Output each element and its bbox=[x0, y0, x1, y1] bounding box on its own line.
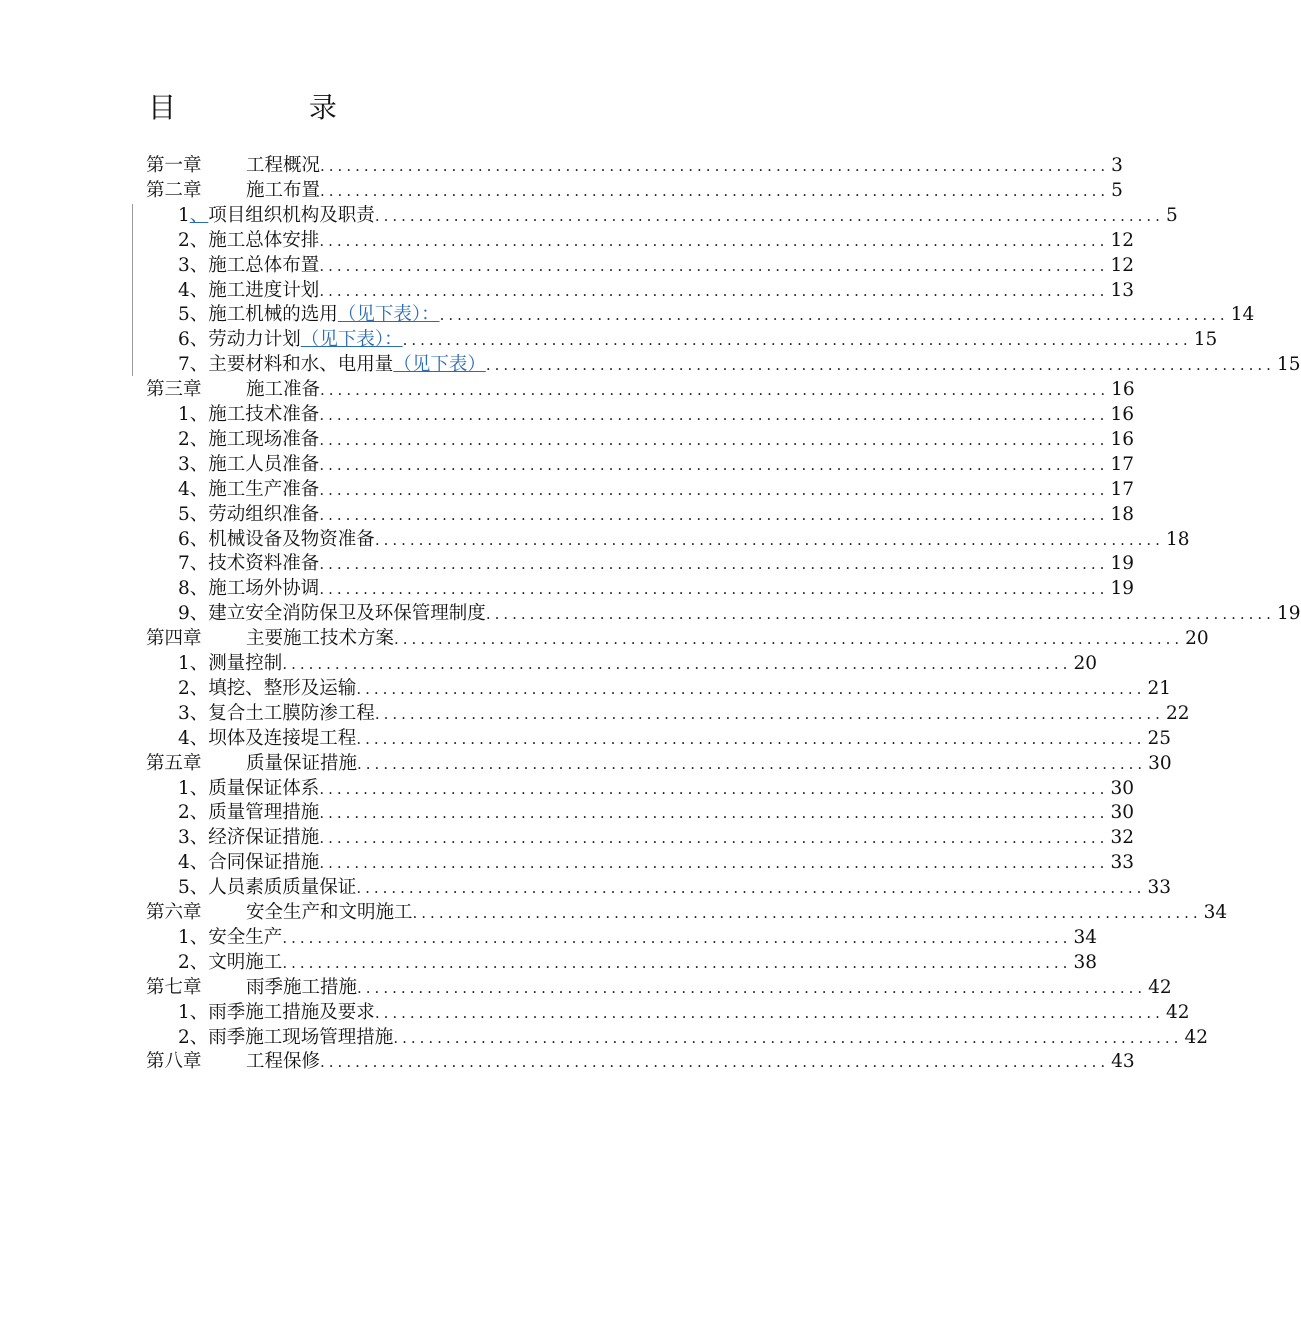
toc-section-title: 施工总体布置 bbox=[208, 254, 320, 276]
toc-chapter-title: 雨季施工措施 bbox=[246, 976, 358, 998]
toc-section-title: 劳动力计划 bbox=[208, 329, 301, 351]
toc-entry-label bbox=[178, 851, 319, 876]
toc-section-separator: 、 bbox=[189, 603, 209, 625]
toc-entry-label bbox=[146, 901, 413, 926]
toc-page-number: 32 bbox=[1110, 827, 1134, 849]
toc-entry-label bbox=[178, 1001, 375, 1026]
toc-section-number: 5 bbox=[178, 503, 190, 525]
toc-section-title: 主要材料和水、电用量 bbox=[208, 354, 394, 376]
toc-page-number: 5 bbox=[1111, 179, 1123, 201]
toc-section-separator: 、 bbox=[189, 926, 209, 948]
toc-chapter-row[interactable] bbox=[146, 154, 1123, 179]
toc-section-row[interactable] bbox=[178, 826, 1134, 851]
toc-dot-leader: .......................................................................................... bbox=[319, 779, 1109, 798]
toc-chapter-row[interactable] bbox=[146, 378, 1135, 403]
toc-entry-label bbox=[178, 303, 440, 328]
toc-chapter-title: 质量保证措施 bbox=[246, 752, 358, 774]
toc-section-row[interactable] bbox=[178, 876, 1171, 901]
toc-chapter-title: 施工布置 bbox=[246, 179, 321, 201]
toc-section-separator: 、 bbox=[189, 877, 209, 899]
toc-entry-label bbox=[146, 378, 320, 403]
toc-section-number: 1 bbox=[178, 926, 190, 948]
toc-section-number: 4 bbox=[178, 478, 190, 500]
toc-section-separator: 、 bbox=[189, 702, 209, 724]
toc-entry-label bbox=[178, 229, 319, 254]
toc-section-row[interactable] bbox=[178, 478, 1134, 503]
toc-dot-leader: .......................................................................................... bbox=[319, 580, 1109, 599]
toc-section-title: 质量保证体系 bbox=[208, 777, 320, 799]
toc-entry-label bbox=[146, 976, 357, 1001]
toc-section-separator: 、 bbox=[189, 428, 209, 450]
toc-see-below-link[interactable]: （见下表） bbox=[393, 354, 486, 376]
toc-dot-leader: .......................................................................................... bbox=[319, 281, 1109, 300]
toc-chapter-row[interactable] bbox=[146, 752, 1172, 777]
toc-section-number: 2 bbox=[178, 802, 190, 824]
toc-dot-leader: .......................................................................................... bbox=[319, 480, 1109, 499]
toc-page-number: 22 bbox=[1165, 702, 1190, 724]
toc-section-row[interactable] bbox=[178, 279, 1134, 304]
toc-section-number: 2 bbox=[178, 677, 190, 699]
toc-section-row[interactable] bbox=[178, 577, 1134, 602]
toc-section-separator: 、 bbox=[189, 951, 209, 973]
toc-dot-leader: .......................................................................................... bbox=[356, 879, 1146, 898]
toc-chapter-title: 工程保修 bbox=[246, 1051, 321, 1073]
toc-section-title: 施工总体安排 bbox=[208, 229, 320, 251]
toc-section-separator: 、 bbox=[189, 1001, 209, 1023]
toc-entry-label bbox=[146, 627, 394, 652]
toc-page-number: 42 bbox=[1184, 1026, 1208, 1048]
toc-section-number: 6 bbox=[178, 528, 190, 550]
toc-dot-leader: .......................................................................................... bbox=[374, 206, 1164, 225]
toc-section-title: 施工进度计划 bbox=[208, 279, 320, 301]
toc-chapter-number: 第六章 bbox=[146, 902, 202, 923]
toc-section-number: 3 bbox=[178, 254, 190, 276]
toc-section-number: 6 bbox=[178, 329, 190, 351]
toc-dot-leader: .......................................................................................... bbox=[320, 381, 1110, 400]
toc-entry-label bbox=[146, 154, 320, 179]
toc-section-number: 7 bbox=[178, 553, 190, 575]
toc-page-number: 15 bbox=[1276, 354, 1301, 376]
toc-entry-label bbox=[178, 279, 319, 304]
toc-section-number: 1 bbox=[178, 1001, 190, 1023]
toc-dot-leader: .......................................................................................... bbox=[394, 630, 1184, 649]
toc-section-row[interactable] bbox=[178, 503, 1134, 528]
toc-entry-label bbox=[178, 777, 319, 802]
toc-section-row[interactable] bbox=[178, 777, 1134, 802]
toc-page-number: 20 bbox=[1185, 628, 1209, 650]
toc-chapter-title: 施工准备 bbox=[246, 379, 321, 401]
toc-section-row[interactable] bbox=[178, 951, 1097, 976]
toc-section-number: 3 bbox=[178, 702, 190, 724]
toc-section-separator: 、 bbox=[189, 204, 209, 226]
toc-dot-leader: .......................................................................................... bbox=[282, 655, 1072, 673]
toc-section-title: 文明施工 bbox=[208, 951, 283, 973]
toc-entry-label bbox=[178, 428, 319, 453]
toc-entry-label bbox=[178, 254, 319, 279]
toc-chapter-row[interactable] bbox=[146, 179, 1123, 204]
toc-chapter-row[interactable] bbox=[146, 976, 1172, 1001]
toc-page-number: 33 bbox=[1147, 877, 1171, 899]
toc-page-number: 12 bbox=[1110, 229, 1134, 251]
toc-entry-label bbox=[178, 1026, 393, 1051]
toc-dot-leader: .......................................................................................... bbox=[485, 356, 1275, 375]
toc-section-row[interactable] bbox=[178, 652, 1097, 677]
toc-page-number: 12 bbox=[1110, 254, 1134, 276]
toc-dot-leader: .......................................................................................... bbox=[319, 406, 1109, 424]
toc-dot-leader: .......................................................................................... bbox=[319, 231, 1109, 250]
toc-section-title: 雨季施工措施及要求 bbox=[208, 1001, 375, 1023]
toc-entry-label bbox=[178, 403, 319, 428]
toc-page-number: 42 bbox=[1148, 976, 1172, 998]
toc-section-number: 3 bbox=[178, 453, 190, 475]
toc-section-number: 3 bbox=[178, 827, 190, 849]
toc-section-separator: 、 bbox=[189, 354, 209, 376]
revision-change-bar bbox=[132, 204, 133, 376]
toc-chapter-row[interactable] bbox=[146, 1050, 1135, 1075]
toc-entry-label bbox=[178, 677, 356, 702]
toc-section-title: 坝体及连接堤工程 bbox=[208, 727, 357, 749]
toc-section-title: 测量控制 bbox=[208, 653, 283, 674]
toc-dot-leader: .......................................................................................... bbox=[357, 754, 1147, 773]
toc-entry-label bbox=[178, 328, 403, 353]
toc-entry-label bbox=[178, 478, 319, 503]
toc-section-separator: 、 bbox=[189, 478, 209, 500]
toc-section-row[interactable] bbox=[178, 851, 1134, 876]
toc-dot-leader: .......................................................................................... bbox=[282, 928, 1072, 947]
toc-entry-label bbox=[178, 528, 375, 553]
toc-entry-label bbox=[178, 552, 319, 577]
toc-section-number: 4 bbox=[178, 852, 190, 874]
toc-section-number: 5 bbox=[178, 877, 190, 899]
toc-dot-leader: .......................................................................................... bbox=[374, 704, 1164, 723]
toc-dot-leader: .......................................................................................... bbox=[319, 430, 1109, 449]
toc-dot-leader: .......................................................................................... bbox=[357, 978, 1147, 997]
toc-section-number: 1 bbox=[178, 777, 190, 799]
toc-section-title: 施工场外协调 bbox=[208, 578, 320, 600]
toc-dot-leader: .......................................................................................... bbox=[319, 555, 1109, 574]
toc-section-row[interactable] bbox=[178, 1026, 1208, 1051]
toc-section-number: 4 bbox=[178, 727, 190, 749]
toc-chapter-number: 第五章 bbox=[146, 752, 202, 774]
toc-page-number: 5 bbox=[1165, 204, 1178, 226]
toc-section-title: 劳动组织准备 bbox=[208, 503, 320, 525]
toc-section-separator: 、 bbox=[189, 279, 209, 301]
toc-page-number: 3 bbox=[1111, 155, 1123, 176]
toc-page-number: 19 bbox=[1110, 578, 1134, 600]
toc-section-row[interactable] bbox=[178, 727, 1171, 752]
toc-page-number: 33 bbox=[1110, 852, 1134, 874]
toc-section-row[interactable] bbox=[178, 453, 1134, 478]
toc-chapter-row[interactable] bbox=[146, 901, 1228, 926]
toc-page-number: 19 bbox=[1276, 603, 1301, 625]
toc-dot-leader: .......................................................................................... bbox=[374, 1003, 1164, 1022]
toc-section-separator: 、 bbox=[189, 653, 209, 674]
toc-section-row[interactable] bbox=[178, 926, 1097, 951]
toc-section-number: 7 bbox=[178, 354, 190, 376]
toc-section-title: 填挖、整形及运输 bbox=[208, 677, 357, 699]
toc-section-row[interactable] bbox=[178, 353, 1301, 378]
toc-page-number: 38 bbox=[1073, 951, 1097, 973]
toc-section-row[interactable] bbox=[178, 677, 1171, 702]
toc-dot-leader: .......................................................................................... bbox=[356, 679, 1146, 698]
toc-entry-label bbox=[146, 179, 320, 204]
toc-entry-label bbox=[178, 577, 319, 602]
toc-chapter-number: 第七章 bbox=[146, 976, 202, 998]
toc-page-number: 17 bbox=[1110, 453, 1134, 475]
toc-chapter-title: 安全生产和文明施工 bbox=[246, 902, 413, 923]
toc-entry-label bbox=[178, 727, 356, 752]
toc-entry-label bbox=[178, 652, 282, 677]
toc-page-number: 25 bbox=[1147, 727, 1171, 749]
toc-dot-leader: .......................................................................................... bbox=[319, 455, 1109, 474]
toc-dot-leader: .......................................................................................... bbox=[412, 904, 1202, 922]
toc-section-title: 施工人员准备 bbox=[208, 453, 320, 475]
toc-page-number: 15 bbox=[1193, 329, 1218, 351]
toc-chapter-title: 工程概况 bbox=[246, 155, 321, 176]
toc-section-separator: 、 bbox=[189, 1026, 209, 1048]
toc-section-separator: 、 bbox=[189, 329, 209, 351]
toc-dot-leader: .......................................................................................... bbox=[320, 181, 1110, 200]
toc-dot-leader: .......................................................................................... bbox=[319, 804, 1109, 823]
toc-section-row[interactable] bbox=[178, 204, 1178, 229]
toc-entry-label bbox=[178, 702, 375, 727]
toc-section-separator: 、 bbox=[189, 802, 209, 824]
toc-entry-label bbox=[178, 826, 319, 851]
toc-dot-leader: .......................................................................................... bbox=[319, 505, 1109, 524]
toc-section-number: 1 bbox=[178, 404, 190, 425]
toc-page-number: 34 bbox=[1073, 926, 1097, 948]
toc-dot-leader: .......................................................................................... bbox=[282, 953, 1072, 972]
toc-section-title: 合同保证措施 bbox=[208, 852, 320, 874]
toc-section-separator: 、 bbox=[189, 254, 209, 276]
toc-section-separator: 、 bbox=[189, 229, 209, 251]
toc-page-number: 30 bbox=[1110, 802, 1134, 824]
toc-section-separator: 、 bbox=[189, 503, 209, 525]
toc-section-separator: 、 bbox=[189, 677, 209, 699]
toc-page-number: 14 bbox=[1230, 304, 1255, 326]
toc-page-number: 16 bbox=[1110, 404, 1134, 425]
toc-section-title: 施工技术准备 bbox=[208, 404, 320, 425]
toc-dot-leader: .......................................................................................... bbox=[356, 729, 1146, 748]
toc-entry-label bbox=[178, 453, 319, 478]
toc-section-row[interactable] bbox=[178, 254, 1134, 279]
toc-section-separator: 、 bbox=[189, 827, 209, 849]
toc-entry-label bbox=[178, 204, 375, 229]
toc-section-title: 技术资料准备 bbox=[208, 553, 320, 575]
toc-page-number: 42 bbox=[1165, 1001, 1190, 1023]
toc-section-title: 复合土工膜防渗工程 bbox=[208, 702, 375, 724]
toc-see-below-link[interactable]: （见下表）： bbox=[337, 304, 440, 326]
toc-section-row[interactable] bbox=[178, 229, 1134, 254]
toc-page-number: 21 bbox=[1147, 677, 1171, 699]
toc-section-title: 施工现场准备 bbox=[208, 428, 320, 450]
toc-title: 目 录 bbox=[148, 91, 399, 124]
toc-section-number: 8 bbox=[178, 578, 190, 600]
toc-page-number: 13 bbox=[1110, 279, 1134, 301]
toc-section-number: 1 bbox=[178, 653, 190, 674]
toc-section-number: 2 bbox=[178, 1026, 190, 1048]
toc-section-number: 5 bbox=[178, 304, 190, 326]
toc-page-number: 16 bbox=[1110, 428, 1134, 450]
toc-section-row[interactable] bbox=[178, 1001, 1190, 1026]
toc-chapter-row[interactable] bbox=[146, 627, 1209, 652]
toc-page-number: 17 bbox=[1110, 478, 1134, 500]
toc-entry-label bbox=[178, 801, 319, 826]
toc-section-row[interactable] bbox=[178, 403, 1134, 428]
toc-section-row[interactable] bbox=[178, 602, 1301, 627]
toc-page-number: 30 bbox=[1148, 752, 1172, 774]
toc-page-number: 34 bbox=[1203, 902, 1228, 923]
toc-entry-label bbox=[178, 951, 282, 976]
toc-section-number: 2 bbox=[178, 229, 190, 251]
toc-chapter-number: 第二章 bbox=[146, 179, 202, 201]
toc-page-number: 43 bbox=[1111, 1051, 1135, 1073]
toc-section-separator: 、 bbox=[189, 304, 209, 326]
toc-see-below-link[interactable]: （见下表）： bbox=[300, 329, 403, 351]
toc-dot-leader: .......................................................................................... bbox=[374, 530, 1164, 549]
toc-chapter-number: 第三章 bbox=[146, 379, 202, 401]
toc-section-row[interactable] bbox=[178, 528, 1190, 553]
toc-entry-label bbox=[146, 752, 357, 777]
toc-section-separator: 、 bbox=[189, 727, 209, 749]
toc-section-row[interactable] bbox=[178, 303, 1255, 328]
toc-section-separator: 、 bbox=[189, 404, 209, 425]
toc-section-title: 施工生产准备 bbox=[208, 478, 320, 500]
toc-entry-label bbox=[178, 503, 319, 528]
toc-dot-leader: .......................................................................................... bbox=[439, 306, 1229, 325]
toc-dot-leader: .......................................................................................... bbox=[402, 331, 1192, 350]
toc-section-separator: 、 bbox=[189, 578, 209, 600]
toc-section-title: 人员素质质量保证 bbox=[208, 877, 357, 899]
toc-dot-leader: .......................................................................................... bbox=[485, 605, 1275, 624]
toc-section-row[interactable] bbox=[178, 428, 1134, 453]
toc-section-title: 施工机械的选用 bbox=[208, 304, 338, 326]
toc-chapter-title: 主要施工技术方案 bbox=[246, 628, 395, 650]
toc-dot-leader: .......................................................................................... bbox=[320, 1053, 1110, 1072]
toc-section-title: 雨季施工现场管理措施 bbox=[208, 1026, 394, 1048]
toc-page-number: 20 bbox=[1073, 653, 1097, 674]
toc-chapter-number: 第八章 bbox=[146, 1051, 202, 1073]
toc-entry-label bbox=[178, 353, 486, 378]
toc-section-separator: 、 bbox=[189, 453, 209, 475]
toc-section-separator: 、 bbox=[189, 852, 209, 874]
toc-section-title: 机械设备及物资准备 bbox=[208, 528, 375, 550]
toc-entry-label bbox=[146, 1050, 320, 1075]
toc-page-number: 18 bbox=[1165, 528, 1190, 550]
toc-section-number: 4 bbox=[178, 279, 190, 301]
toc-section-title: 安全生产 bbox=[208, 926, 283, 948]
toc-page-number: 30 bbox=[1110, 777, 1134, 799]
toc-page-number: 19 bbox=[1110, 553, 1134, 575]
toc-section-separator: 、 bbox=[189, 777, 209, 799]
toc-entry-label bbox=[178, 602, 486, 627]
toc-section-number: 2 bbox=[178, 428, 190, 450]
toc-section-separator: 、 bbox=[189, 528, 209, 550]
toc-section-row[interactable] bbox=[178, 552, 1134, 577]
toc-section-separator: 、 bbox=[189, 553, 209, 575]
toc-dot-leader: .......................................................................................... bbox=[319, 854, 1109, 873]
toc-section-title: 质量管理措施 bbox=[208, 802, 320, 824]
toc-page-number: 16 bbox=[1111, 379, 1135, 401]
toc-entry-label bbox=[178, 926, 282, 951]
toc-section-row[interactable] bbox=[178, 702, 1190, 727]
toc-section-number: 9 bbox=[178, 603, 190, 625]
toc-section-row[interactable] bbox=[178, 801, 1134, 826]
toc-chapter-number: 第四章 bbox=[146, 628, 202, 650]
toc-chapter-number: 第一章 bbox=[146, 155, 202, 176]
toc-section-title: 建立安全消防保卫及环保管理制度 bbox=[208, 603, 486, 625]
toc-section-title: 经济保证措施 bbox=[208, 827, 320, 849]
toc-entry-label bbox=[178, 876, 356, 901]
toc-section-number: 1 bbox=[178, 204, 190, 226]
toc-dot-leader: .......................................................................................... bbox=[393, 1028, 1183, 1047]
toc-dot-leader: .......................................................................................... bbox=[319, 829, 1109, 848]
toc-section-row[interactable] bbox=[178, 328, 1218, 353]
toc-dot-leader: .......................................................................................... bbox=[320, 157, 1110, 175]
toc-section-title: 项目组织机构及职责 bbox=[208, 204, 375, 226]
toc-page-number: 18 bbox=[1110, 503, 1134, 525]
toc-dot-leader: .......................................................................................... bbox=[319, 256, 1109, 275]
toc-section-number: 2 bbox=[178, 951, 190, 973]
